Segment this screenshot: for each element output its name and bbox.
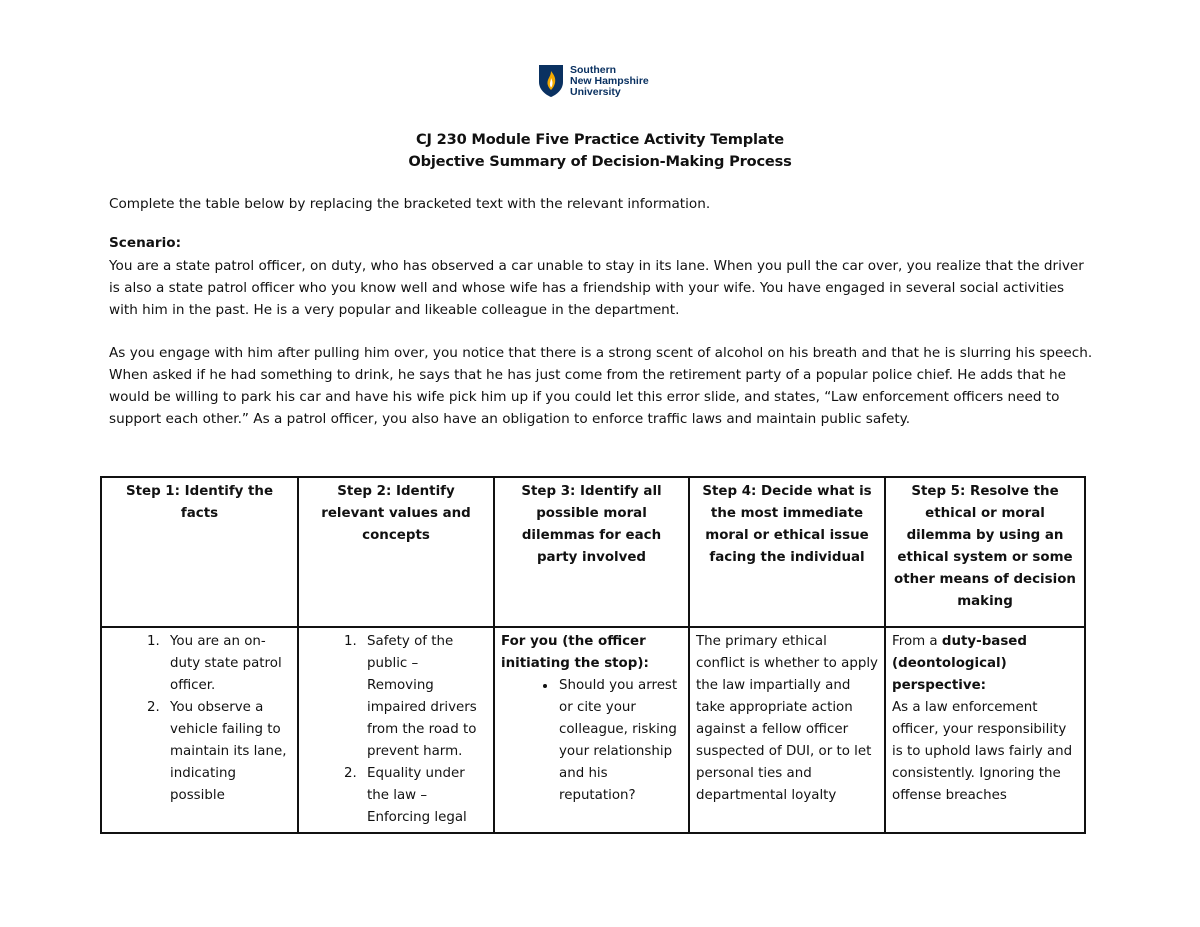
scenario-label: Scenario:	[109, 235, 182, 251]
table-header-row	[101, 477, 1085, 627]
resolution-text	[892, 631, 1078, 697]
header-step-5: Step 5: Resolve the ethical or moral dilemma by using an ethical system or some other means of decision making	[885, 477, 1085, 627]
university-logo	[538, 64, 649, 98]
header-step-1: Step 1: Identify the facts	[101, 477, 298, 627]
list-item: 2. Equality under the law – Enforcing legal	[361, 763, 487, 829]
list-item: 1. Safety of the public – Removing impaired drivers from the road to prevent harm.	[361, 631, 487, 763]
decision-steps-table	[100, 476, 1086, 834]
resolution-body: As a law enforcement officer, your responsibility is to uphold laws fairly and consistently. Ignoring the offense breaches	[892, 700, 1073, 803]
title-line-2: Objective Summary of Decision-Making Process	[408, 153, 792, 170]
resolution-perspective: duty-based (deontological) perspective:	[892, 634, 1027, 693]
logo-line-3: University	[570, 85, 621, 98]
cell-step-1[interactable]	[101, 627, 298, 833]
table-row	[101, 627, 1085, 833]
facts-list	[108, 631, 291, 807]
cell-step-2[interactable]	[298, 627, 494, 833]
logo-line-2: New Hampshire	[570, 74, 649, 87]
header-step-3: Step 3: Identify all possible moral dilemmas for each party involved	[494, 477, 689, 627]
scenario-paragraph-2: As you engage with him after pulling him over, you notice that there is a strong scent of alcohol on his breath and that he is slurring his speech. When asked if he had something to drink, he says that he has just come from the retirement party of a popular police chief. He adds that he would be willing to park his car and have his wife pick him up if you could let this error slide, and states, “Law enforcement officers need to support each other.” As a patrol officer, you also have an obligation to enforce traffic laws and maintain public safety.	[109, 345, 1093, 427]
list-item: • Should you arrest or cite your colleague, risking your relationship and his reputation?	[557, 675, 682, 807]
resolution-lead: From a	[892, 634, 942, 649]
shield-flame-icon	[538, 64, 564, 98]
title-line-1: CJ 230 Module Five Practice Activity Template	[416, 131, 784, 148]
issue-text: The primary ethical conflict is whether to apply the law impartially and take appropriate action against a fellow officer suspected of DUI, or to let personal ties and departmental loyalty	[696, 634, 878, 803]
list-item: 1. You are an on-duty state patrol officer.	[164, 631, 291, 697]
logo-wordmark	[570, 65, 649, 98]
cell-step-3[interactable]	[494, 627, 689, 833]
scenario-paragraph-1: You are a state patrol officer, on duty, who has observed a car unable to stay in its lane. When you pull the car over, you realize that the driver is also a state patrol officer who you know well and whose wife has a friendship with your wife. You have engaged in several social activities with him in the past. He is a very popular and likeable colleague in the department.	[109, 258, 1084, 318]
logo-line-1: Southern	[570, 63, 617, 76]
values-list	[305, 631, 487, 829]
dilemma-list	[501, 675, 682, 807]
dilemma-heading: For you (the officer initiating the stop):	[501, 634, 649, 671]
cell-step-5[interactable]	[885, 627, 1085, 833]
header-step-2: Step 2: Identify relevant values and concepts	[298, 477, 494, 627]
header-step-4: Step 4: Decide what is the most immediate moral or ethical issue facing the individual	[689, 477, 885, 627]
instructions-text: Complete the table below by replacing the bracketed text with the relevant information.	[109, 196, 711, 212]
list-item: 2. You observe a vehicle failing to maintain its lane, indicating possible	[164, 697, 291, 807]
document-title	[0, 129, 1200, 173]
cell-step-4[interactable]	[689, 627, 885, 833]
